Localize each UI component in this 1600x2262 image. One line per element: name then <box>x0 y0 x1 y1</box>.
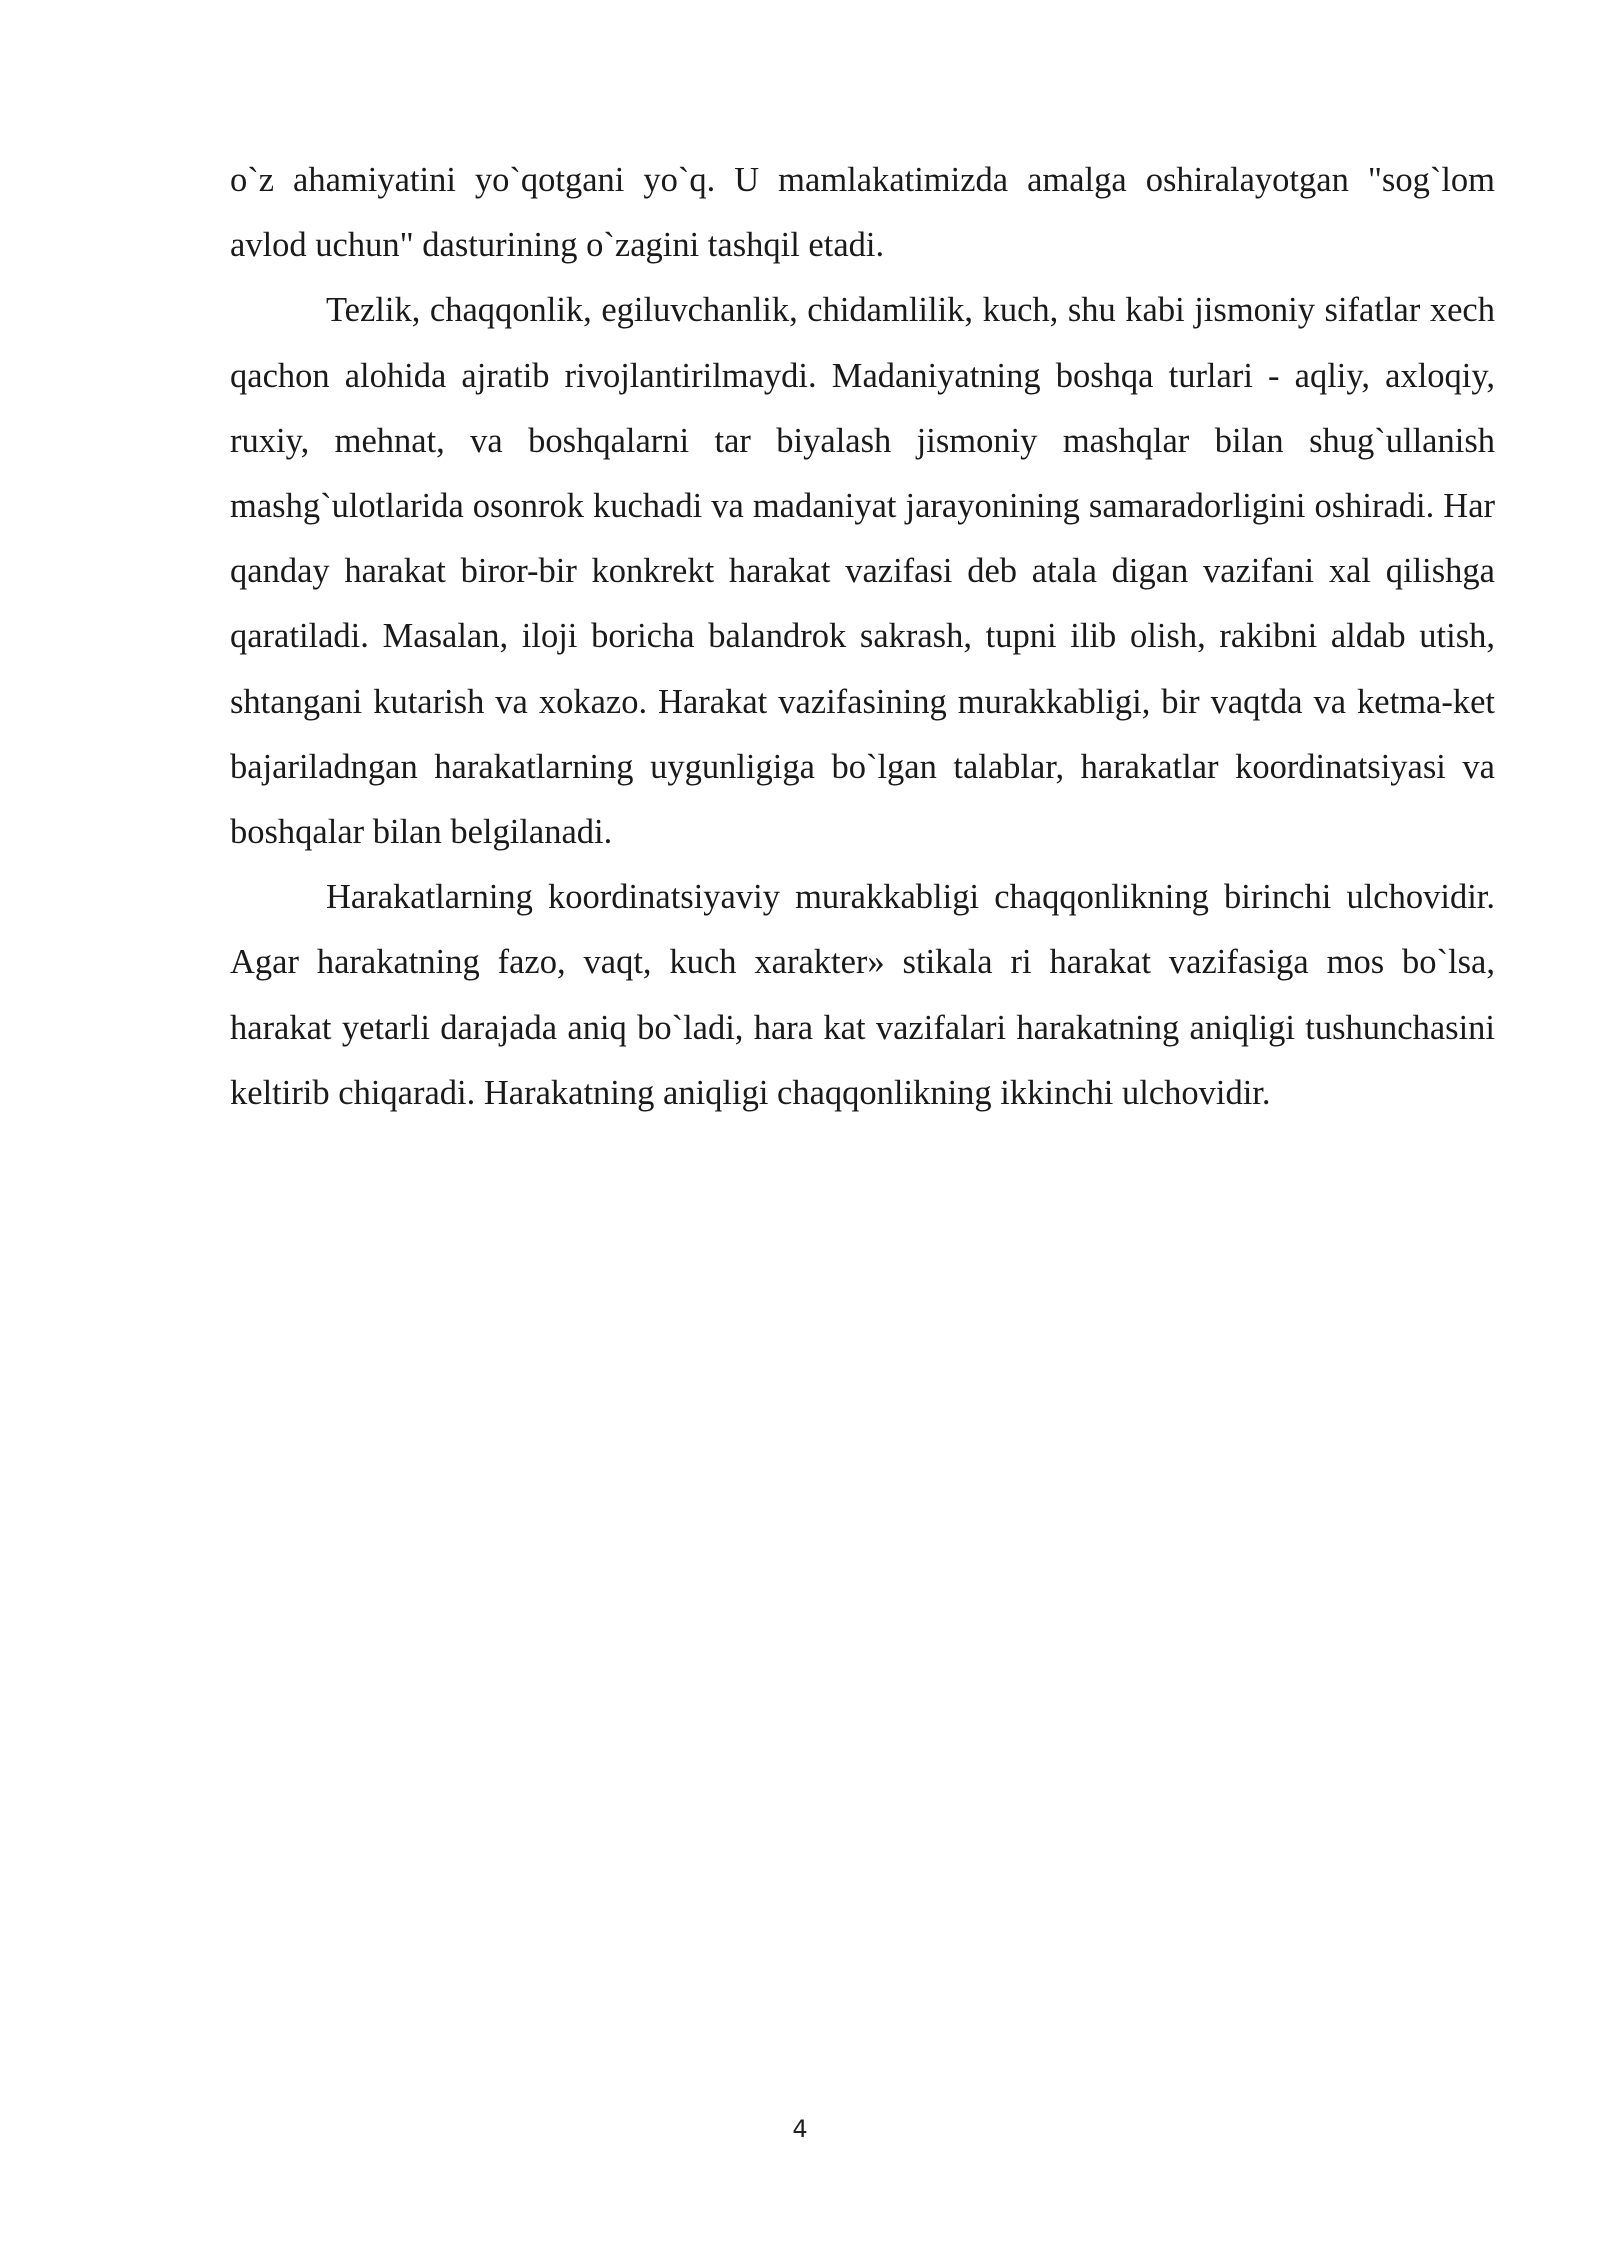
document-body <box>230 148 1495 1126</box>
paragraph-physical-qualities: Tezlik, chaqqonlik, egiluvchanlik, chidamlilik, kuch, shu kabi jismoniy sifatlar xech qachon alohida ajratib rivojlantirilmaydi. Madaniyatning boshqa turlari - aqliy, axloqiy, ruxiy, mehnat, va boshqalarni tar biyalash jismoniy mashqlar bilan shug`ullanish mashg`ulotlarida osonrok kuchadi va madaniyat jarayonining samaradorligini oshiradi. Har qanday harakat biror-bir konkrekt harakat vazifasi deb atala digan vazifani xal qilishga qaratiladi. Masalan, iloji boricha balandrok sakrash, tupni ilib olish, rakibni aldab utish, shtangani kutarish va xokazo. Harakat vazifasining murakkabligi, bir vaqtda va ketma-ket bajariladngan harakatlarning uygunligiga bo`lgan talablar, harakatlar koordinatsiyasi va boshqalar bilan belgilanadi. <box>230 291 1495 852</box>
page-number: 4 <box>792 2115 808 2143</box>
paragraph-continuation: o`z ahamiyatini yo`qotgani yo`q. U mamlakatimizda amalga oshiralayotgan "sog`lom avlod uchun" dasturining o`zagini tashqil etadi. <box>230 161 1495 265</box>
paragraph-coordination: Harakatlarning koordinatsiyaviy murakkabligi chaqqonlikning birinchi ulchovidir. Agar harakatning fazo, vaqt, kuch xarakter» stikala ri harakat vazifasiga mos bo`lsa, harakat yetarli darajada aniq bo`ladi, hara kat vazifalari harakatning aniqligi tushunchasini keltirib chiqaradi. Harakatning aniqligi chaqqonlikning ikkinchi ulchovidir. <box>230 878 1495 1112</box>
